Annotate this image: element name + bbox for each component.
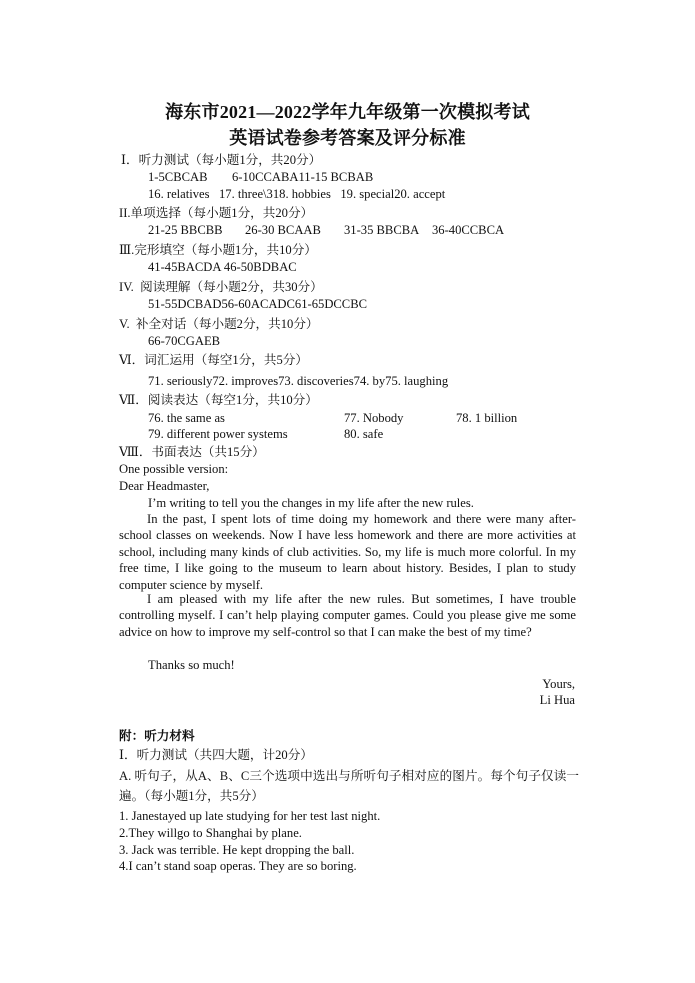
essay-paragraph-1: I’m writing to tell you the changes in my life after the new rules.	[148, 496, 474, 510]
answer-80: 80. safe	[344, 427, 384, 441]
appendix-section-1-heading: Ⅰ．听力测试（共四大题，计20分）	[119, 748, 313, 762]
essay-closing: Yours,	[542, 677, 575, 691]
section-3-heading: Ⅲ.完形填空（每小题1分，共10分）	[119, 243, 317, 257]
essay-greeting: Dear Headmaster,	[119, 479, 210, 493]
essay-paragraph-4: Thanks so much!	[148, 658, 235, 672]
answer-77: 77. Nobody	[344, 411, 404, 425]
section-2-answers-b: 26-30 BCAAB	[245, 223, 321, 237]
answer-76: 76. the same as	[148, 411, 225, 425]
essay-intro: One possible version:	[119, 462, 229, 476]
section-4-answers: 51-55DCBAD56-60ACADC61-65DCCBC	[148, 297, 368, 311]
section-2-answers-d: 36-40CCBCA	[432, 223, 505, 237]
section-5-heading: V. 补全对话（每小题2分，共10分）	[119, 317, 319, 331]
listening-item-4: 4.I can’t stand soap operas. They are so boring.	[119, 859, 357, 873]
section-2-answers-a: 21-25 BBCBB	[148, 223, 223, 237]
page-title: 海东市2021—2022学年九年级第一次模拟考试	[165, 102, 530, 122]
section-1-heading: Ⅰ．听力测试（每小题1分，共20分）	[121, 153, 322, 167]
listening-item-2: 2.They willgo to Shanghai by plane.	[119, 826, 302, 840]
listening-item-1: 1. Janestayed up late studying for her test last night.	[119, 809, 381, 823]
section-7-heading: Ⅶ．阅读表达（每空1分，共10分）	[119, 393, 318, 407]
appendix-part-a-instructions: A. 听句子，从A、B、C三个选项中选出与所听句子相对应的图片。每个句子仅读一遍。（每小题1分，共5分）	[119, 769, 579, 803]
appendix-heading: 附：听力材料	[119, 729, 195, 743]
section-6-answers: 71. seriously72. improves73. discoveries74. by75. laughing	[148, 374, 449, 388]
listening-item-3: 3. Jack was terrible. He kept dropping the ball.	[119, 843, 355, 857]
section-2-heading: II.单项选择（每小题1分，共20分）	[119, 206, 314, 220]
section-6-heading: Ⅵ．词汇运用（每空1分，共5分）	[119, 353, 308, 367]
essay-paragraph-2: In the past, I spent lots of time doing my homework and there were many after-school classes on weekends. Now I have less homework and there are more activities at school, including many kinds of club activities. So, my life is much more colorful. In my free time, I like going to the museum to learn about history. Besides, I plan to study computer science by myself.	[119, 512, 576, 592]
section-2-answers-c: 31-35 BBCBA	[344, 223, 420, 237]
essay-signature: Li Hua	[539, 693, 575, 707]
section-1-answers-c: 16. relatives 17. three\318. hobbies 19. special20. accept	[148, 187, 446, 201]
section-1-answers-a: 1-5CBCAB	[148, 170, 208, 184]
section-8-heading: Ⅷ．书面表达（共15分）	[119, 445, 265, 459]
section-3-answers: 41-45BACDA 46-50BDBAC	[148, 260, 297, 274]
essay-paragraph-3: I am pleased with my life after the new rules. But sometimes, I have trouble controlling myself. I can’t help playing computer games. Could you please give me some advice on how to improve my self-control so that I can make the best of my time?	[119, 592, 576, 639]
section-5-answers: 66-70CGAEB	[148, 334, 221, 348]
answer-78: 78. 1 billion	[456, 411, 518, 425]
section-4-heading: IV. 阅读理解（每小题2分，共30分）	[119, 280, 323, 294]
answer-79: 79. different power systems	[148, 427, 288, 441]
section-1-answers-b: 6-10CCABA11-15 BCBAB	[232, 170, 374, 184]
page-subtitle: 英语试卷参考答案及评分标准	[229, 128, 466, 148]
